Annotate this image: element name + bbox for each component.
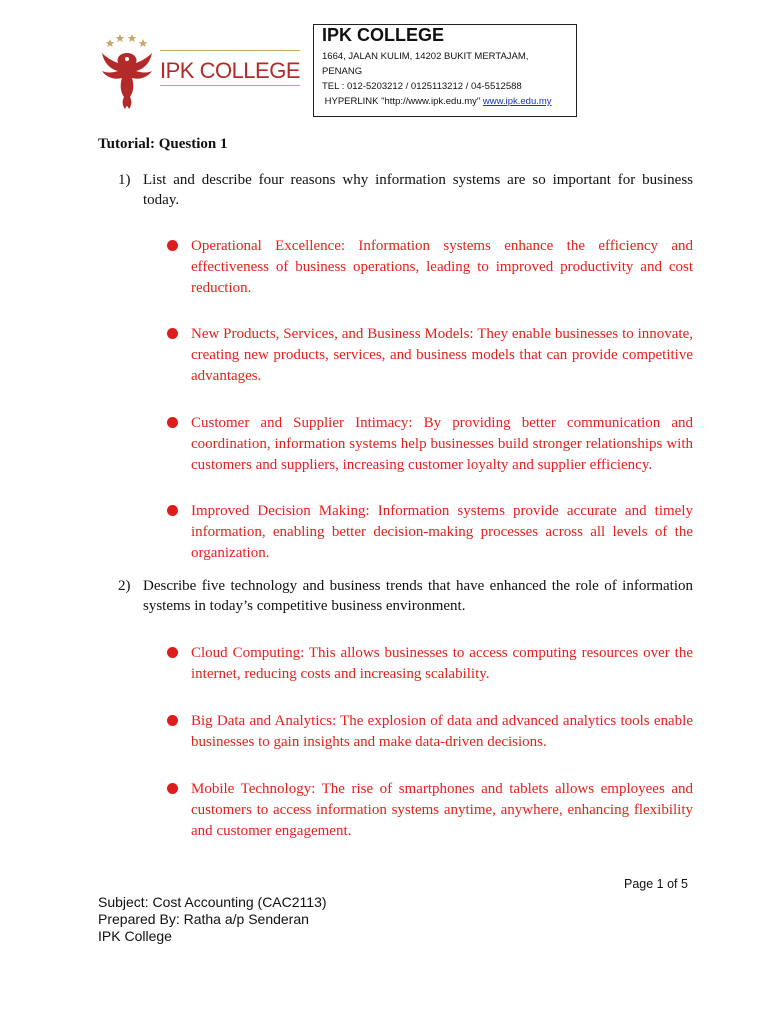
- logo-bottom-flourish: [160, 85, 300, 92]
- bullet-icon: [167, 328, 178, 339]
- answer-item: [164, 324, 693, 387]
- question-text: Describe five technology and business trends that have enhanced the role of information systems in today’s competitive business environment.: [143, 578, 693, 614]
- question-number: 2): [118, 578, 131, 594]
- address-line-2: PENANG: [322, 66, 363, 77]
- footer-college: IPK College: [98, 928, 172, 944]
- telephone-line: TEL : 012-5203212 / 0125113212 / 04-5512588: [322, 81, 522, 92]
- college-info-box: [313, 24, 577, 117]
- answer-text: Improved Decision Making: Information systems provide accurate and timely information, enabling better decision-making processes across all levels of the organization.: [191, 503, 693, 561]
- answer-text: Customer and Supplier Intimacy: By providing better communication and coordination, information systems help businesses build stronger relationships with customers and suppliers, increasing customer loyalty and supplier efficiency.: [191, 415, 693, 473]
- college-logo: [98, 30, 306, 112]
- tutorial-title: Tutorial: Question 1: [98, 136, 228, 152]
- question-2: [118, 576, 693, 616]
- answer-text: Mobile Technology: The rise of smartphones and tablets allows employees and customers to access information systems anytime, anywhere, enhancing flexibility and customer engagement.: [191, 781, 693, 839]
- answer-item: [164, 236, 693, 299]
- question-number: 1): [118, 172, 131, 188]
- logo-wordmark: IPK COLLEGE: [160, 58, 300, 84]
- answer-text: Big Data and Analytics: The explosion of data and advanced analytics tools enable businesses to gain insights and make data-driven decisions.: [191, 713, 693, 750]
- address-line-1: 1664, JALAN KULIM, 14202 BUKIT MERTAJAM,: [322, 51, 529, 62]
- college-name: IPK COLLEGE: [322, 25, 445, 45]
- page-number: Page 1 of 5: [624, 877, 688, 891]
- bullet-icon: [167, 647, 178, 658]
- website-link[interactable]: www.ipk.edu.my: [482, 96, 552, 107]
- answer-text: Operational Excellence: Information systems enhance the efficiency and effectiveness of business operations, leading to improved productivity and cost reduction.: [191, 238, 693, 296]
- bullet-icon: [167, 240, 178, 251]
- footer-prepared-by: Prepared By: Ratha a/p Senderan: [98, 911, 309, 927]
- phoenix-emblem-icon: [98, 31, 156, 111]
- bullet-icon: [167, 715, 178, 726]
- hyperlink-line: [322, 94, 570, 109]
- answer-item: [164, 711, 693, 753]
- logo-top-flourish: [160, 50, 300, 57]
- answer-item: [164, 501, 693, 564]
- answer-item: [164, 779, 693, 842]
- footer-subject: Subject: Cost Accounting (CAC2113): [98, 894, 327, 910]
- footer: [98, 894, 327, 945]
- answer-text: New Products, Services, and Business Models: They enable businesses to innovate, creating new products, services, and business models that can provide competitive advantages.: [191, 326, 693, 384]
- question-text: List and describe four reasons why information systems are so important for business today.: [143, 172, 693, 208]
- hyperlink-field-code: HYPERLINK "http://www.ipk.edu.my": [322, 96, 483, 107]
- answer-item: [164, 643, 693, 685]
- answer-item: [164, 413, 693, 476]
- bullet-icon: [167, 417, 178, 428]
- question-1: [118, 170, 693, 210]
- bullet-icon: [167, 783, 178, 794]
- bullet-icon: [167, 505, 178, 516]
- answer-text: Cloud Computing: This allows businesses to access computing resources over the internet, reducing costs and increasing scalability.: [191, 645, 693, 682]
